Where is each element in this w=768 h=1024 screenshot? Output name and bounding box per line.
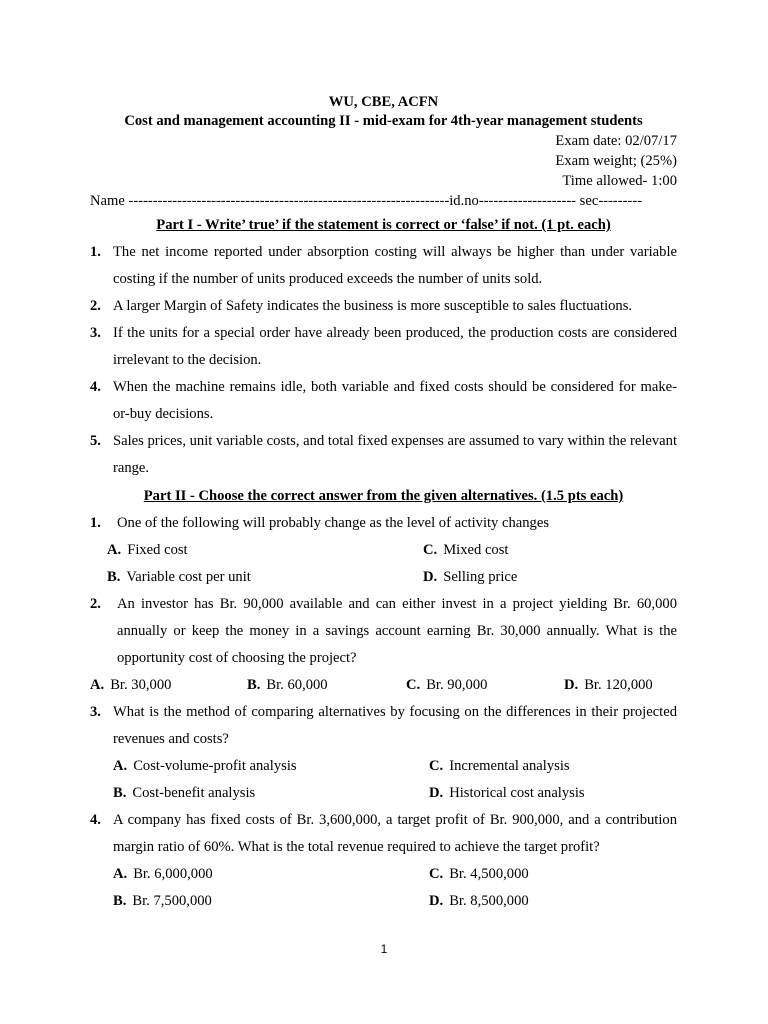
option-letter: B.	[113, 785, 127, 801]
question-number: 1.	[90, 244, 101, 260]
question-text: One of the following will probably change as the level of activity changes	[117, 515, 550, 531]
answer-options	[90, 537, 677, 591]
part2-question	[90, 807, 677, 861]
option-text: Br. 8,500,000	[449, 893, 529, 909]
answer-option	[113, 753, 429, 780]
part1-question	[90, 293, 677, 320]
option-text: Br. 7,500,000	[132, 893, 212, 909]
option-letter: C.	[429, 758, 444, 774]
part1-question	[90, 374, 677, 428]
option-letter: C.	[423, 542, 438, 558]
question-text: Sales prices, unit variable costs, and total fixed expenses are assumed to vary within the relevant range.	[113, 433, 677, 476]
question-text: An investor has Br. 90,000 available and can either invest in a project yielding Br. 60,000 annually or keep the money in a savings account earning Br. 30,000 annually. What is the opportunity cost of choosing the project?	[117, 596, 677, 666]
option-letter: D.	[429, 785, 444, 801]
exam-date: Exam date: 02/07/17	[555, 133, 677, 149]
answer-options	[90, 753, 677, 807]
option-text: Br. 30,000	[110, 677, 172, 693]
answer-options	[90, 861, 677, 915]
part2-question	[90, 699, 677, 753]
part2-question	[90, 510, 677, 537]
option-text: Historical cost analysis	[449, 785, 585, 801]
question-number: 2.	[90, 596, 101, 612]
answer-option	[423, 564, 677, 591]
answer-option	[113, 888, 429, 915]
answer-option	[113, 861, 429, 888]
question-number: 3.	[90, 704, 101, 720]
page-number: 1	[380, 942, 388, 956]
option-letter: B.	[107, 569, 121, 585]
option-letter: B.	[113, 893, 127, 909]
option-letter: D.	[429, 893, 444, 909]
answer-option	[429, 888, 677, 915]
page-content	[90, 93, 677, 915]
answer-option	[423, 537, 677, 564]
question-text: A company has fixed costs of Br. 3,600,000, a target profit of Br. 900,000, and a contribution margin ratio of 60%. What is the total revenue required to achieve the target profit?	[113, 812, 677, 855]
question-number: 3.	[90, 325, 101, 341]
option-text: Cost-benefit analysis	[132, 785, 256, 801]
part2-question	[90, 591, 677, 672]
option-text: Variable cost per unit	[126, 569, 251, 585]
question-text: When the machine remains idle, both variable and fixed costs should be considered for make-or-buy decisions.	[113, 379, 677, 422]
answer-option	[429, 861, 677, 888]
answer-option	[564, 672, 677, 699]
option-letter: A.	[113, 758, 128, 774]
answer-option	[247, 672, 406, 699]
question-text: If the units for a special order have already been produced, the production costs are considered irrelevant to the decision.	[113, 325, 677, 368]
question-text: The net income reported under absorption costing will always be higher than under variable costing if the number of units produced exceeds the number of units sold.	[113, 244, 677, 287]
part1-title: Part I - Write’ true’ if the statement is correct or ‘false’ if not. (1 pt. each)	[156, 217, 611, 233]
question-number: 4.	[90, 379, 101, 395]
exam-weight: Exam weight; (25%)	[555, 153, 677, 169]
answer-options	[90, 672, 677, 699]
institution-heading: WU, CBE, ACFN	[328, 94, 439, 110]
option-text: Mixed cost	[443, 542, 509, 558]
exam-title: Cost and management accounting II - mid-exam for 4th-year management students	[124, 113, 643, 129]
answer-option	[406, 672, 564, 699]
option-text: Selling price	[443, 569, 518, 585]
part1-question	[90, 320, 677, 374]
answer-option	[113, 780, 429, 807]
answer-option	[107, 564, 423, 591]
answer-option	[429, 753, 677, 780]
option-letter: B.	[247, 677, 261, 693]
option-letter: A.	[113, 866, 128, 882]
option-letter: A.	[90, 677, 105, 693]
question-number: 1.	[90, 515, 101, 531]
option-letter: D.	[564, 677, 579, 693]
name-id-section-line: Name ------------------------------------------------------------------id.no-------------------- sec---------	[90, 193, 643, 209]
question-text: A larger Margin of Safety indicates the business is more susceptible to sales fluctuations.	[113, 298, 633, 314]
option-letter: A.	[107, 542, 122, 558]
part1-question	[90, 239, 677, 293]
option-text: Incremental analysis	[449, 758, 570, 774]
time-allowed: Time allowed- 1:00	[562, 173, 677, 189]
option-text: Br. 6,000,000	[133, 866, 213, 882]
answer-option	[107, 537, 423, 564]
option-text: Br. 4,500,000	[449, 866, 529, 882]
question-number: 2.	[90, 298, 101, 314]
part1-question	[90, 428, 677, 482]
question-number: 5.	[90, 433, 101, 449]
answer-option	[429, 780, 677, 807]
option-text: Cost-volume-profit analysis	[133, 758, 297, 774]
question-number: 4.	[90, 812, 101, 828]
option-letter: D.	[423, 569, 438, 585]
part2-title: Part II - Choose the correct answer from the given alternatives. (1.5 pts each)	[143, 488, 624, 504]
option-text: Br. 90,000	[426, 677, 488, 693]
option-text: Fixed cost	[127, 542, 188, 558]
option-text: Br. 60,000	[266, 677, 328, 693]
option-letter: C.	[429, 866, 444, 882]
option-letter: C.	[406, 677, 421, 693]
option-text: Br. 120,000	[584, 677, 653, 693]
question-text: What is the method of comparing alternatives by focusing on the differences in their projected revenues and costs?	[113, 704, 677, 747]
answer-option	[90, 672, 247, 699]
